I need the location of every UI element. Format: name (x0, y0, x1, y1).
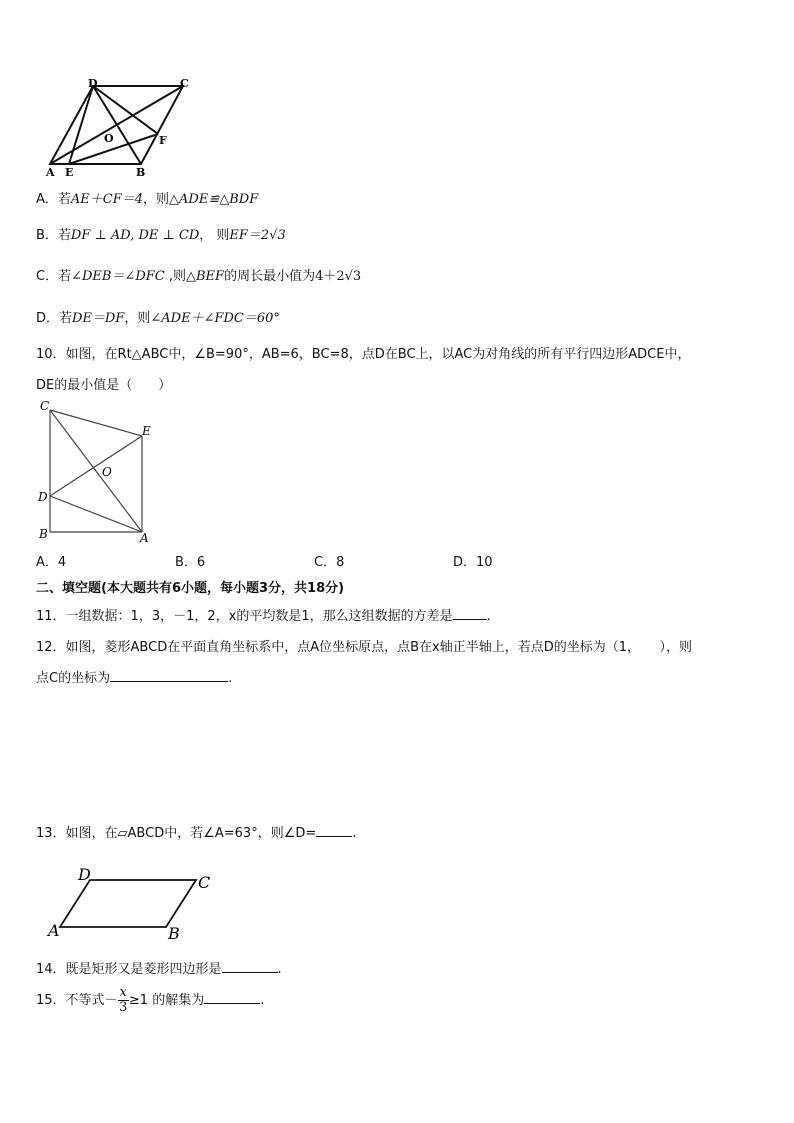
q15-prefix: 15．不等式－ (36, 993, 118, 1008)
q15-fraction-numerator: x (119, 985, 127, 1000)
q10-label-a: A (140, 531, 149, 545)
q9-label-c: C (180, 78, 189, 90)
q9-option-c-prefix: C．若 (36, 269, 72, 284)
q13 (36, 822, 356, 841)
q9-option-b-middle: ， 则 (199, 228, 230, 243)
q14-text: 14．既是矩形又是菱形四边形是 (36, 962, 222, 977)
q12-end: . (228, 671, 233, 686)
q9-label-b: B (136, 166, 146, 178)
q9-option-d-math: DE＝DF (72, 311, 125, 326)
q10-choice-b: B．6 (175, 555, 206, 570)
q9-line-df (93, 86, 158, 134)
q9-label-f: F (159, 134, 167, 147)
q9-parallelogram-figure (36, 78, 206, 178)
q13-answer-blank[interactable] (316, 824, 352, 837)
q14 (36, 958, 282, 977)
q12-line1: 12．如图，菱形ABCD在平面直角坐标系中，点A位坐标原点，点B在x轴正半轴上，若点D的坐标为（1， ），则 (36, 640, 692, 655)
q9-option-c-math3: 4＋2√3 (315, 269, 362, 284)
q9-option-a-math2: ADE≌△BDF (179, 192, 259, 207)
q10-choice-d: D．10 (453, 555, 493, 570)
q12-answer-blank[interactable] (110, 669, 228, 682)
q10-rectangle-figure (36, 398, 166, 546)
q15-fraction-denominator: 3 (119, 1000, 128, 1015)
q9-option-d-prefix: D．若 (36, 311, 73, 326)
q9-label-e: E (65, 166, 74, 178)
q9-option-d (36, 307, 280, 326)
q12-line2-text: 点C的坐标为 (36, 671, 111, 686)
q11-end: . (486, 609, 491, 624)
q13-end: . (352, 826, 357, 841)
q10-line2: DE的最小值是（ ） (36, 378, 172, 393)
q9-option-b (36, 224, 286, 243)
q14-answer-blank[interactable] (222, 960, 278, 973)
q9-option-c-middle: ,则△ (164, 269, 196, 284)
q9-option-c (36, 265, 361, 284)
q9-option-c-suffix: 的周长最小值为 (224, 269, 316, 284)
q15-fraction (118, 986, 129, 1015)
q15 (36, 986, 264, 1015)
q9-label-d: D (88, 78, 98, 90)
q9-option-b-math2: EF＝2√3 (229, 228, 286, 243)
q10-choice-c: C．8 (314, 555, 345, 570)
q11-text: 11．一组数据：1，3，－1，2，x的平均数是1，那么这组数据的方差是 (36, 609, 453, 624)
q9-option-b-prefix: B．若 (36, 228, 71, 243)
q11-answer-blank[interactable] (453, 607, 487, 620)
q10-label-o: O (102, 465, 112, 479)
q9-option-c-math: ∠DEB＝∠DFC (71, 269, 165, 284)
q10-line-de (50, 436, 142, 496)
q15-end: . (260, 993, 265, 1008)
q9-label-o: O (104, 132, 114, 145)
q14-end: . (277, 962, 282, 977)
q10-label-d: D (38, 490, 48, 504)
q13-label-a: A (48, 921, 60, 940)
q9-option-a-middle: ，则△ (143, 192, 180, 207)
q9-option-a-prefix: A．若 (36, 192, 71, 207)
q13-text: 13．如图，在▱ABCD中，若∠A=63°，则∠D= (36, 826, 317, 841)
q13-parallelogram (60, 880, 196, 927)
q13-parallelogram-figure (44, 864, 224, 944)
q9-label-a: A (46, 166, 55, 178)
q11 (36, 605, 491, 624)
q9-option-c-math2: BEF (196, 269, 225, 284)
q13-label-c: C (198, 873, 211, 892)
q9-option-b-math: DF ⊥ AD, DE ⊥ CD (70, 228, 200, 243)
q10-label-b: B (39, 527, 48, 541)
q9-option-a (36, 188, 258, 207)
q9-option-a-math: AE＋CF＝4 (70, 192, 144, 207)
q10-label-c: C (40, 399, 50, 413)
q9-option-d-math2: ∠ADE＋∠FDC＝60° (150, 311, 280, 326)
q12-line2 (36, 667, 232, 686)
q10-line-ce (50, 410, 142, 436)
q15-inequality: ≥1 (128, 993, 149, 1008)
q13-label-b: B (168, 924, 180, 943)
q10-line1: 10．如图，在Rt△ABC中，∠B=90°，AB=6，BC=8，点D在BC上，以AC为对角线的所有平行四边形ADCE中， (36, 347, 691, 362)
q10-choice-a: A．4 (36, 555, 67, 570)
q15-suffix: 的解集为 (148, 993, 205, 1008)
q13-label-d: D (78, 865, 91, 884)
q9-option-d-middle: ，则 (124, 311, 151, 326)
q10-label-e: E (142, 424, 151, 438)
section-title: 二、填空题(本大题共有6小题，每小题3分，共18分) (36, 581, 345, 596)
q15-answer-blank[interactable] (204, 991, 260, 1004)
